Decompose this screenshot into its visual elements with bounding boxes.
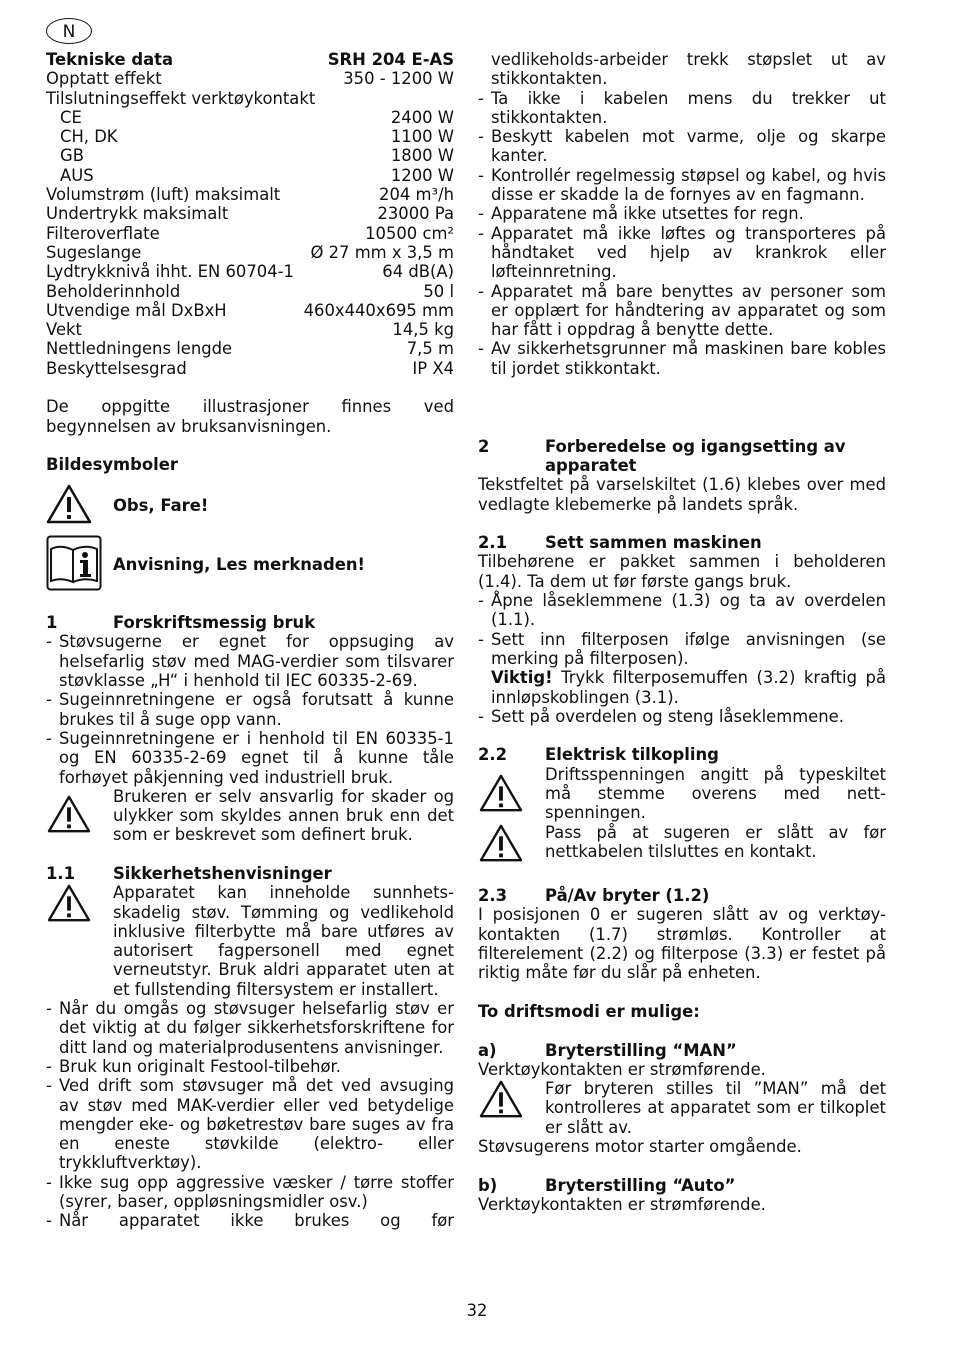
tech-data-value: 1800 W: [390, 146, 454, 166]
warning-icon: [46, 883, 113, 927]
tech-data-label: Vekt: [46, 320, 82, 340]
symbols-heading: Bildesymboler: [46, 455, 178, 475]
warning-symbol-legend: [46, 483, 454, 529]
tech-data-label: Tilslutningseffekt verktøykontakt: [46, 88, 316, 108]
section-1-1-warning: Apparatet kan inneholde sunnhets-skadelig støv. Tømming og vedlikehold inklusive filterbytte må bare utføres av autorisert fagpersonell med egnet verneutstyr. Bruk aldri apparatet uten at et fullstending filtersystem er installert.: [46, 883, 454, 999]
tech-data-row: [46, 243, 454, 262]
tech-data-label: CH, DK: [60, 127, 118, 147]
warning-symbol-label: Obs, Fare!: [113, 496, 209, 516]
tech-data-value: 64 dB(A): [382, 262, 454, 282]
tech-data-value: IP X4: [412, 358, 454, 378]
mode-a-heading: a) Bryterstilling “MAN”: [478, 1040, 737, 1060]
info-symbol-legend: [46, 535, 454, 595]
list-item: - Sett på overdelen og steng låseklemmene.: [478, 706, 844, 726]
tech-data-value: 1100 W: [390, 127, 454, 147]
warning-icon: [46, 483, 113, 529]
list-item: - Åpne låseklemmene (1.3) og ta av overdelen (1.1).: [478, 591, 886, 630]
section-2-1-heading: 2.1 Sett sammen maskinen: [478, 533, 762, 553]
tech-data-row: [46, 224, 454, 243]
tech-data-value: 14,5 kg: [392, 320, 454, 340]
mode-a-after: Støvsugerens motor starter omgående.: [478, 1137, 802, 1157]
mode-a-warning: Før bryteren stilles til ”MAN” må det kontrolleres at apparatet som er tilkoplet er slått av.: [478, 1079, 886, 1137]
tech-data-value: 23000 Pa: [377, 204, 454, 224]
section-2-3-text: I posisjonen 0 er sugeren slått av og verktøy-kontakten (1.7) strømløs. Kontroller at filterelement (2.2) og filterpose (3.3) er festet på riktig måte før du slår på enheten.: [478, 905, 886, 983]
tech-data-label: Opptatt effekt: [46, 69, 162, 89]
tech-data-table: [46, 69, 454, 378]
language-badge: N: [46, 18, 92, 44]
section-2-3-heading: 2.3 På/Av bryter (1.2): [478, 886, 710, 906]
tech-data-row: [46, 166, 454, 185]
list-item: - Ikke sug opp aggressive væsker / tørre stoffer (syrer, baser, oppløsningsmidler osv.): [46, 1172, 454, 1212]
section-2-heading: 2 Forberedelse og igangsetting av apparatet: [478, 436, 846, 475]
warning-icon: [478, 765, 545, 817]
list-item: - Ved drift som støvsuger må det ved avsuging av støv med MAK-verdier eller ved betydelige mengder eke- og bøketrestøv bare suges av fra en eneste støvkilde (elektro- eller trykkluftverktøy).: [46, 1076, 454, 1173]
tech-data-row: [46, 339, 454, 358]
tech-data-label: Filteroverflate: [46, 223, 160, 243]
list-item: - Når du omgås og støvsuger helsefarlig støv er det viktig at du følger sikkerhetsforskriftene for ditt land og materialprodusentens anvisninger.: [46, 999, 454, 1057]
mode-b-text: Verktøykontakten er strømførende.: [478, 1194, 766, 1214]
tech-data-label: Beholderinnhold: [46, 281, 181, 301]
tech-data-row: [46, 127, 454, 146]
tech-data-title: Tekniske data: [46, 50, 174, 69]
list-item: - Apparatet må bare benyttes av personer som er opplært for håndtering av apparatet og som har fått i oppdrag å benytte dette.: [478, 281, 886, 340]
tech-data-row: [46, 108, 454, 127]
tech-data-label: Nettledningens lengde: [46, 339, 233, 359]
tech-data-value: 2400 W: [390, 107, 454, 127]
tech-data-row: [46, 69, 454, 88]
tech-data-value: 460x440x695 mm: [303, 300, 454, 320]
mode-b-heading: b) Bryterstilling “Auto”: [478, 1175, 736, 1195]
info-symbol-label: Anvisning, Les merknaden!: [113, 555, 365, 575]
tech-data-row: [46, 301, 454, 320]
list-item: - Beskytt kabelen mot varme, olje og skarpe kanter.: [478, 127, 886, 166]
tech-data-row: [46, 262, 454, 281]
tech-data-value: 1200 W: [390, 165, 454, 185]
tech-data-label: AUS: [60, 165, 94, 185]
section-2-2-warning-1: Driftsspenningen angitt på typeskiltet må stemme overens med nett-spenningen.: [478, 765, 886, 823]
tech-data-label: Utvendige mål DxBxH: [46, 300, 227, 320]
tech-data-label: Undertrykk maksimalt: [46, 204, 229, 224]
section-1-heading: 1 Forskriftsmessig bruk: [46, 613, 316, 633]
list-item: - Apparatene må ikke utsettes for regn.: [478, 204, 804, 224]
tech-data-label: Lydtrykknivå ihht. EN 60704-1: [46, 262, 294, 282]
book-info-icon: [46, 535, 113, 595]
mode-a-text: Verktøykontakten er strømførende.: [478, 1059, 766, 1079]
section-2-text: Tekstfeltet på varselskiltet (1.6) klebes over med vedlagte klebemerke på landets språk.: [478, 475, 886, 514]
list-item: - Sett inn filterposen ifølge anvisningen (se merking på filterposen).: [478, 629, 886, 668]
list-item: - Støvsugerne er egnet for oppsuging av helsefarlig støv med MAG-verdier som tilsvarer støvklasse „H“ i henhold til IEC 60335-2-69.: [46, 632, 454, 691]
tech-data-label: CE: [60, 107, 82, 127]
tech-data-value: 204 m³/h: [379, 185, 454, 205]
tech-data-value: Ø 27 mm x 3,5 m: [310, 242, 454, 262]
list-item: - Bruk kun originalt Festool-tilbehør.: [46, 1056, 341, 1076]
tech-data-row: [46, 89, 454, 108]
illustration-note: De oppgitte illustrasjoner finnes ved begynnelsen av bruksanvisningen.: [46, 397, 454, 436]
section-2-1-text: Tilbehørene er pakket sammen i beholderen (1.4). Ta dem ut før første gangs bruk.: [478, 552, 886, 591]
tech-data-value: 7,5 m: [406, 339, 454, 359]
left-column: [46, 50, 454, 1231]
list-item: - Apparatet må ikke løftes og transporteres på håndtaket ved hjelp av krankrok eller løfteinnretning.: [478, 223, 886, 282]
modes-heading: To driftsmodi er mulige:: [478, 1001, 700, 1021]
list-item: - Sugeinnretningene er i henhold til EN 60335-1 og EN 60335-2-69 egnet til å kunne tåle forhøyet påkjenning ved industriell bruk.: [46, 728, 454, 787]
list-item: - Når apparatet ikke brukes og før: [46, 1211, 454, 1231]
tech-data-label: GB: [60, 146, 84, 166]
right-column: [478, 50, 886, 1214]
tech-data-row: [46, 320, 454, 339]
important-note: Viktig! Trykk filterposemuffen (3.2) kraftig på innløpskoblingen (3.1).: [491, 668, 886, 707]
list-item-continued: vedlikeholds-arbeider trekk støpslet ut av stikkontakten.: [491, 50, 886, 89]
list-item: - Av sikkerhetsgrunner må maskinen bare kobles til jordet stikkontakt.: [478, 339, 886, 378]
tech-data-label: Beskyttelsesgrad: [46, 358, 187, 378]
warning-icon: [478, 1079, 545, 1123]
tech-data-row: [46, 359, 454, 378]
tech-data-header: [46, 50, 454, 69]
list-item: - Kontrollér regelmessig støpsel og kabel, og hvis disse er skadde la de fornyes av en fagmann.: [478, 165, 886, 205]
tech-data-model: SRH 204 E-AS: [327, 50, 454, 69]
tech-data-row: [46, 185, 454, 204]
tech-data-value: 50 l: [423, 281, 454, 301]
section-1-warning: Brukeren er selv ansvarlig for skader og ulykker som skyldes annen bruk enn det som er beskrevet som definert bruk.: [46, 787, 454, 845]
warning-icon: [46, 794, 113, 838]
tech-data-label: Volumstrøm (luft) maksimalt: [46, 185, 281, 205]
tech-data-row: [46, 282, 454, 301]
tech-data-row: [46, 146, 454, 165]
list-item: - Sugeinnretningene er også forutsatt å kunne brukes til å suge opp vann.: [46, 690, 454, 729]
list-item: - Ta ikke i kabelen mens du trekker ut stikkontakten.: [478, 88, 886, 127]
page-number: 32: [466, 1301, 488, 1320]
tech-data-row: [46, 204, 454, 223]
warning-icon: [478, 823, 545, 867]
tech-data-value: 10500 cm²: [365, 223, 454, 243]
section-2-2-warning-2: Pass på at sugeren er slått av før nettkabelen tilsluttes en kontakt.: [478, 823, 886, 867]
section-2-2-heading: 2.2 Elektrisk tilkopling: [478, 745, 719, 765]
section-1-1-heading: 1.1 Sikkerhetshenvisninger: [46, 863, 332, 883]
tech-data-label: Sugeslange: [46, 242, 142, 262]
tech-data-value: 350 - 1200 W: [343, 69, 454, 89]
